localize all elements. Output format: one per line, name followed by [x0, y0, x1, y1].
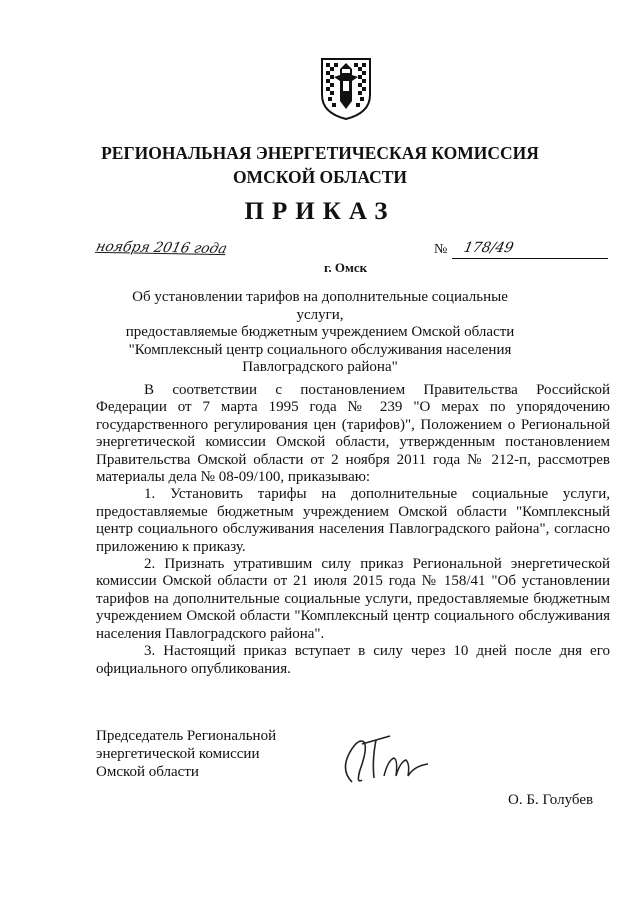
- number-underline: [452, 258, 608, 259]
- item-2-paragraph: 2. Признать утратившим силу приказ Региональной энергетической комиссии Омской области от 21 июля 2015 года № 158/41 "Об установлении тарифов на дополнительные социальные услуги, предоставляемые бюджетным учреждением Омской области "Комплексный центр социального обслуживания населения Павлоградского района".: [96, 556, 610, 642]
- signatory-role-line2: энергетической комиссии: [96, 746, 260, 762]
- signatory-role-line3: Омской области: [96, 764, 199, 780]
- signatory-role: [96, 727, 276, 781]
- handwritten-number: 178/49: [462, 240, 515, 256]
- signatory-name: О. Б. Голубев: [508, 792, 594, 808]
- document-type-title: ПРИКАЗ: [244, 198, 396, 225]
- subject-line2: предоставляемые бюджетным учреждением Омской области: [125, 324, 515, 340]
- subject-line1: Об установлении тарифов на дополнительные социальные услуги,: [132, 289, 508, 323]
- coat-of-arms-icon: [318, 55, 374, 121]
- item-3-paragraph: 3. Настоящий приказ вступает в силу через 10 дней после дня его официального опубликования.: [96, 643, 610, 677]
- subject-line3: "Комплексный центр социального обслуживания населения: [128, 341, 512, 358]
- handwritten-date: ноября 2016 года: [94, 238, 229, 258]
- preamble-paragraph: В соответствии с постановлением Правительства Российской Федерации от 7 марта 1995 года № 239 "О мерах по упорядочению государственного регулирования цен (тарифов)", Положением о Региональной энергетической комиссии Омской области, утвержденным постановлением Правительства Омской области от 2 ноября 2011 года № 212-п, рассмотрев материалы дела № 08-09/100, приказываю:: [96, 382, 610, 486]
- org-name-line1: РЕГИОНАЛЬНАЯ ЭНЕРГЕТИЧЕСКАЯ КОМИССИЯ: [101, 143, 539, 163]
- signature-icon: [332, 730, 442, 790]
- subject-line4: Павлоградского района": [242, 359, 398, 375]
- document-subject: [120, 289, 520, 377]
- org-name-line2: ОМСКОЙ ОБЛАСТИ: [232, 167, 408, 187]
- item-1-paragraph: 1. Установить тарифы на дополнительные социальные услуги, предоставляемые бюджетным учреждением Омской области "Комплексный центр социального обслуживания населения Павлоградского района", согласно приложению к приказу.: [96, 486, 610, 555]
- document-body: [96, 382, 610, 678]
- signatory-role-line1: Председатель Региональной: [96, 728, 277, 744]
- city-label: г. Омск: [324, 260, 368, 275]
- number-label: №: [434, 242, 448, 257]
